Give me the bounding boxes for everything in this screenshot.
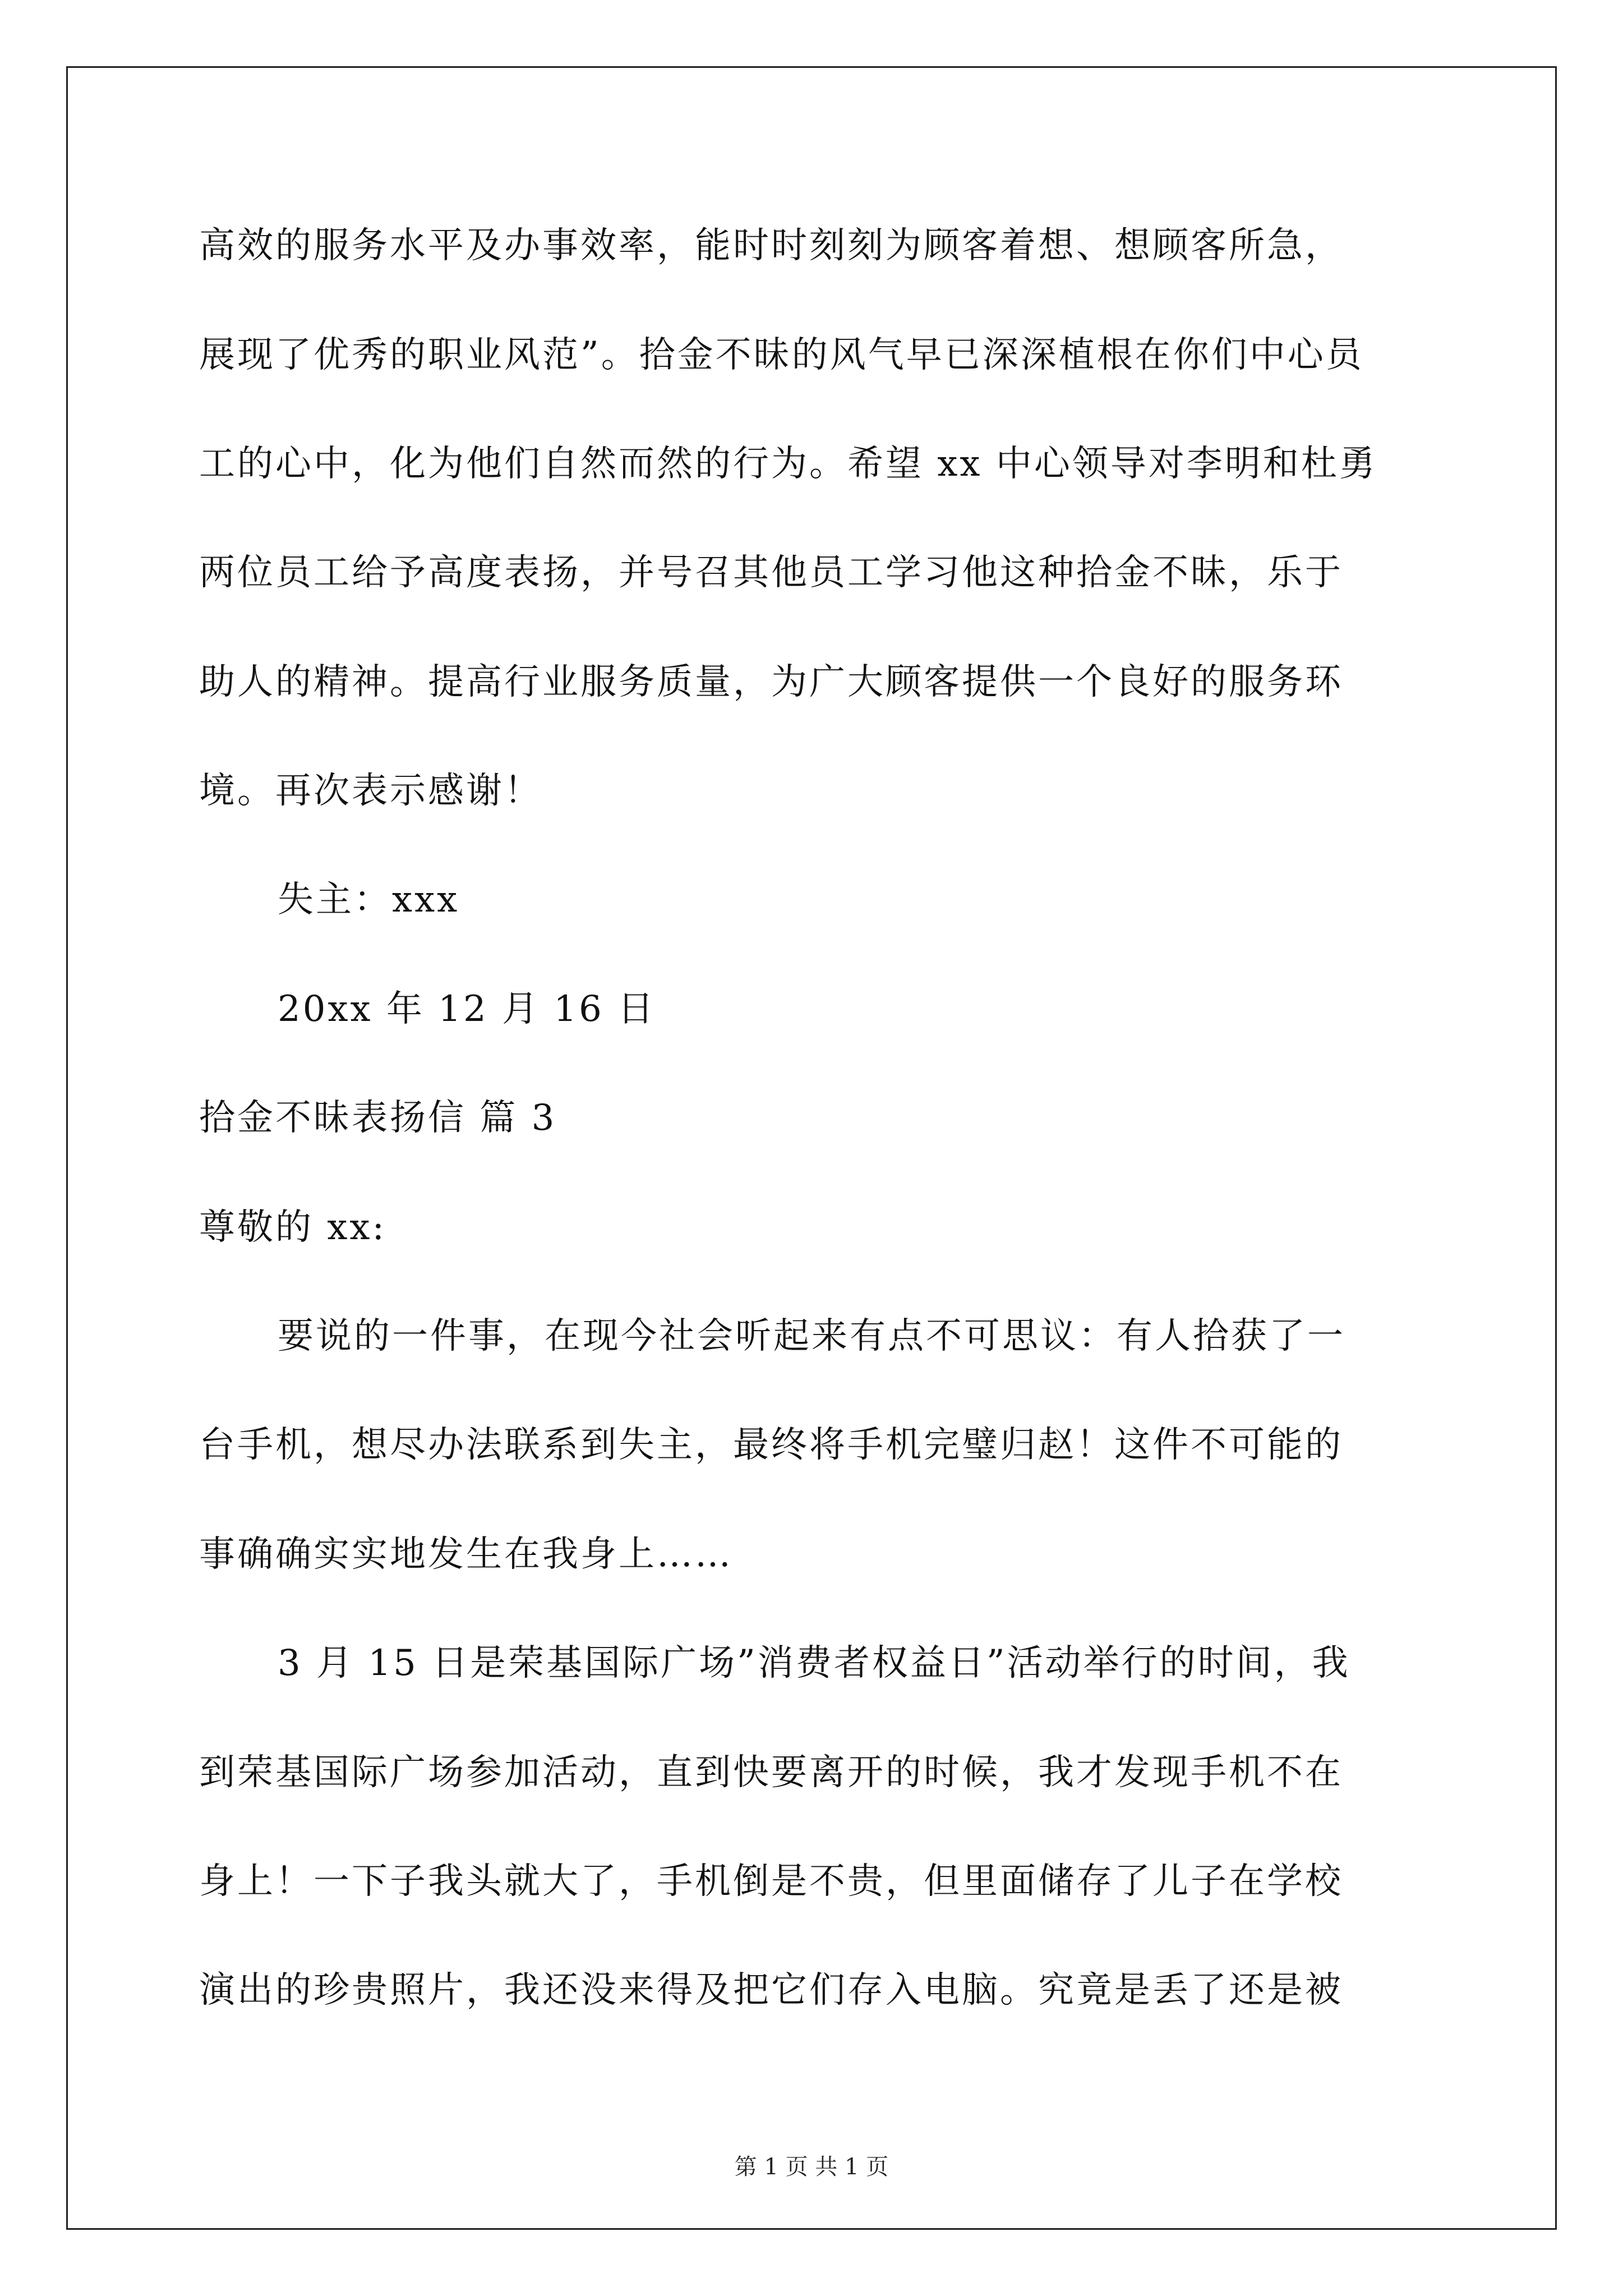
salutation: 尊敬的 xx: xyxy=(199,1207,387,1248)
signature-line: 失主：xxx xyxy=(278,879,460,921)
text-line: 两位员工给予高度表扬，并号召其他员工学习他这种拾金不昧，乐于 xyxy=(199,552,1343,593)
text-line: 演出的珍贵照片，我还没来得及把它们存入电脑。究竟是丢了还是被 xyxy=(199,1970,1343,2011)
text-line: 展现了优秀的职业风范”。拾金不昧的风气早已深深植根在你们中心员 xyxy=(199,334,1364,376)
date-line: 20xx 年 12 月 16 日 xyxy=(278,988,656,1030)
text-line: 事确确实实地发生在我身上…… xyxy=(199,1534,733,1575)
text-line: 3 月 15 日是荣基国际广场”消费者权益日”活动举行的时间，我 xyxy=(278,1642,1350,1684)
text-line: 助人的精神。提高行业服务质量，为广大顾客提供一个良好的服务环 xyxy=(199,661,1343,703)
page-footer: 第 1 页 共 1 页 xyxy=(734,2154,889,2180)
text-line: 到荣基国际广场参加活动，直到快要离开的时候，我才发现手机不在 xyxy=(199,1752,1343,1793)
text-line: 境。再次表示感谢！ xyxy=(199,770,542,812)
page-border xyxy=(66,66,1557,2230)
text-line: 台手机，想尽办法联系到失主，最终将手机完璧归赵！这件不可能的 xyxy=(199,1424,1343,1466)
text-line: 工的心中，化为他们自然而然的行为。希望 xx 中心领导对李明和杜勇 xyxy=(199,443,1377,485)
section-heading: 拾金不昧表扬信 篇 3 xyxy=(199,1097,557,1139)
text-line: 高效的服务水平及办事效率，能时时刻刻为顾客着想、想顾客所急， xyxy=(199,225,1343,266)
text-line: 身上！一下子我头就大了，手机倒是不贵，但里面储存了儿子在学校 xyxy=(199,1861,1343,1902)
text-line: 要说的一件事，在现今社会听起来有点不可思议：有人拾获了一 xyxy=(278,1315,1345,1357)
